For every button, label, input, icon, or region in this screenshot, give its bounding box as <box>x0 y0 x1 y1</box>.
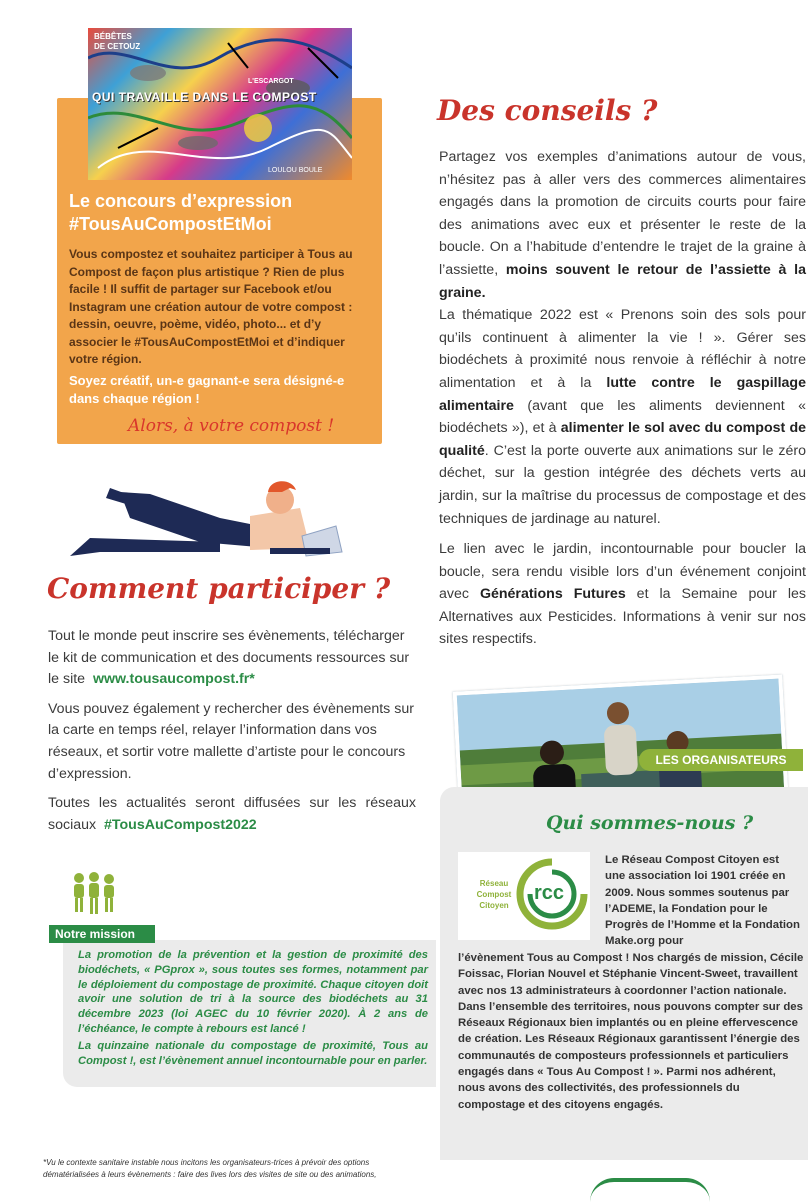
participer-heading: Comment participer ? <box>47 572 391 605</box>
conseils-heading: Des conseils ? <box>437 94 658 127</box>
conseils-p2-emphasis: alimenter le sol avec du compost de qualité <box>439 420 806 459</box>
mission-label: Notre mission <box>49 925 155 943</box>
participer-p2: Vous pouvez également y rechercher des évènements sur la carte en temps réel, relayer l’information dans vos réseaux, et sortir votre mallette d’artiste pour le concours d’expression. <box>48 700 414 782</box>
contest-title-line: Le concours d’expression <box>69 191 293 211</box>
conseils-p2: La thématique 2022 est « Prenons soin des sols pour qu’ils continuent à alimenter la vie ! ». Gérer ses biodéchets à proximité nous renvoie à réfléchir à notre alimentation et à la <box>439 307 806 391</box>
painting-text: BÉBÊTES <box>94 32 132 41</box>
painting-text: DE CETOUZ <box>94 42 141 51</box>
mission-text <box>78 948 428 1070</box>
conseils-p3: et la Semaine pour les Alternatives aux Pesticides. Informations à venir sur nos sites respectifs. <box>439 586 806 648</box>
footer-decoration <box>590 1178 710 1202</box>
mission-p1: La promotion de la prévention et la gestion de proximité des biodéchets, « PGprox », sous toutes ses formes, notamment par le déploiement du compostage de proximité. Chaque citoyen doit avoir une solution de tri à la source des biodéchets au 31 décembre 2023 (loi AGEC du 10 février 2020). À 2 ans de l’échéance, le compte à rebours est lancé ! <box>78 949 428 1035</box>
conseils-text <box>439 146 806 530</box>
contest-call: Soyez créatif, un-e gagnant-e sera désigné-e dans chaque région ! <box>69 373 345 406</box>
conseils-text-2 <box>439 538 806 651</box>
mission-p2: La quinzaine nationale du compostage de proximité, Tous au Compost !, est l’évènement annuel incontournable pour en parler. <box>78 1039 428 1067</box>
logo-text: Réseau Compost Citoyen <box>476 879 512 910</box>
participer-p1: Tout le monde peut inscrire ses évènements, télécharger le kit de communication et des documents ressources sur le site <box>48 628 410 688</box>
hashtag-link[interactable]: #TousAuCompost2022 <box>104 816 257 833</box>
qui-heading: Qui sommes-nous ? <box>546 812 754 834</box>
participer-text <box>48 626 416 844</box>
footnote: *Vu le contexte sanitaire instable nous incitons les organisateurs-trices à prévoir des options dématérialisées à leurs évènements : faire des lives lors des visites de site ou des animations, <box>43 1158 377 1179</box>
organisers-text: l’évènement Tous au Compost ! Nos chargés de mission, Cécile Foissac, Florian Nouvel et Stéphanie Vincent-Sweet, travaillent avec nos 13 administrateurs à coordonner l’action nationale. Dans l’ensemble des territoires, nous pouvons compter sur des Réseaux Régionaux bien implantés ou en pleine effervescence de création. Les Réseaux Régionaux garantissent l’énergie des communautés de composteurs professionnels et particuliers engagés dans « Tous Au Compost ! ». Parmi nos adhérent, nous avons des collectivités, des professionnels du compostage et des citoyens engagés. <box>458 952 804 1111</box>
person-laptop-illustration <box>70 478 370 568</box>
site-link[interactable]: www.tousaucompost.fr* <box>92 671 255 688</box>
painting-title: QUI TRAVAILLE DANS LE COMPOST <box>92 90 317 104</box>
organisers-intro: Le Réseau Compost Citoyen est une association loi 1901 créée en 2009. Nous sommes soutenus par l’ADEME, la Fondation pour le Progrès de l’Homme et la Fondation Make.org pour <box>605 854 800 948</box>
logo-mark-text: rcc <box>534 882 565 904</box>
contest-title <box>69 190 374 236</box>
conseils-p1-emphasis: moins souvent le retour de l’assiette à la graine. <box>439 261 806 301</box>
contest-signature: Alors, à votre compost ! <box>128 416 335 436</box>
participer-p3: Toutes les actualités seront diffusées sur les réseaux sociaux <box>48 795 416 833</box>
conseils-p2-emphasis: lutte contre le gaspillage alimentaire <box>439 374 806 414</box>
conseils-p2: (avant que les aliments deviennent « biodéchets »), et à <box>439 397 806 437</box>
contest-painting <box>88 28 352 180</box>
contest-body: Vous compostez et souhaitez participer à Tous au Compost de façon plus artistique ? Rien de plus facile ! Il suffit de partager sur Facebook et/ou Instagram une création autour de votre compost : dessin, oeuvre, poème, vidéo, photo... et d’y associer le #TousAuCompostEtMoi et d’indiquer votre région. <box>69 247 353 366</box>
rcc-logo <box>458 852 590 940</box>
conseils-p3-emphasis: Générations Futures <box>479 586 626 603</box>
contest-title-hashtag: #TousAuCompostEtMoi <box>69 214 272 234</box>
people-icon <box>70 872 120 918</box>
conseils-p2: . C’est la porte ouverte aux animations sur le zéro déchet, sur la gestion intégrée des déchets verts au jardin, sur la maîtrise du processus de compostage et des techniques de jardinage au naturel. <box>439 442 806 527</box>
painting-text: L'ESCARGOT <box>248 78 294 85</box>
conseils-p1: Partagez vos exemples d’animations autour de vous, n’hésitez pas à aller vers des commerces alimentaires engagés dans la promotion de circuits courts pour faire des animations avec eux et présenter le reste de la boucle. On a l’habitude d’entendre le trajet de la graine à l’assiette, <box>439 149 806 278</box>
conseils-p3: Le lien avec le jardin, incontournable pour boucler la boucle, sera rendu visible lors d’un événement conjoint avec <box>439 541 806 603</box>
organisers-badge: LES ORGANISATEURS <box>639 749 803 771</box>
painting-text: LOULOU BOULE <box>268 167 323 174</box>
